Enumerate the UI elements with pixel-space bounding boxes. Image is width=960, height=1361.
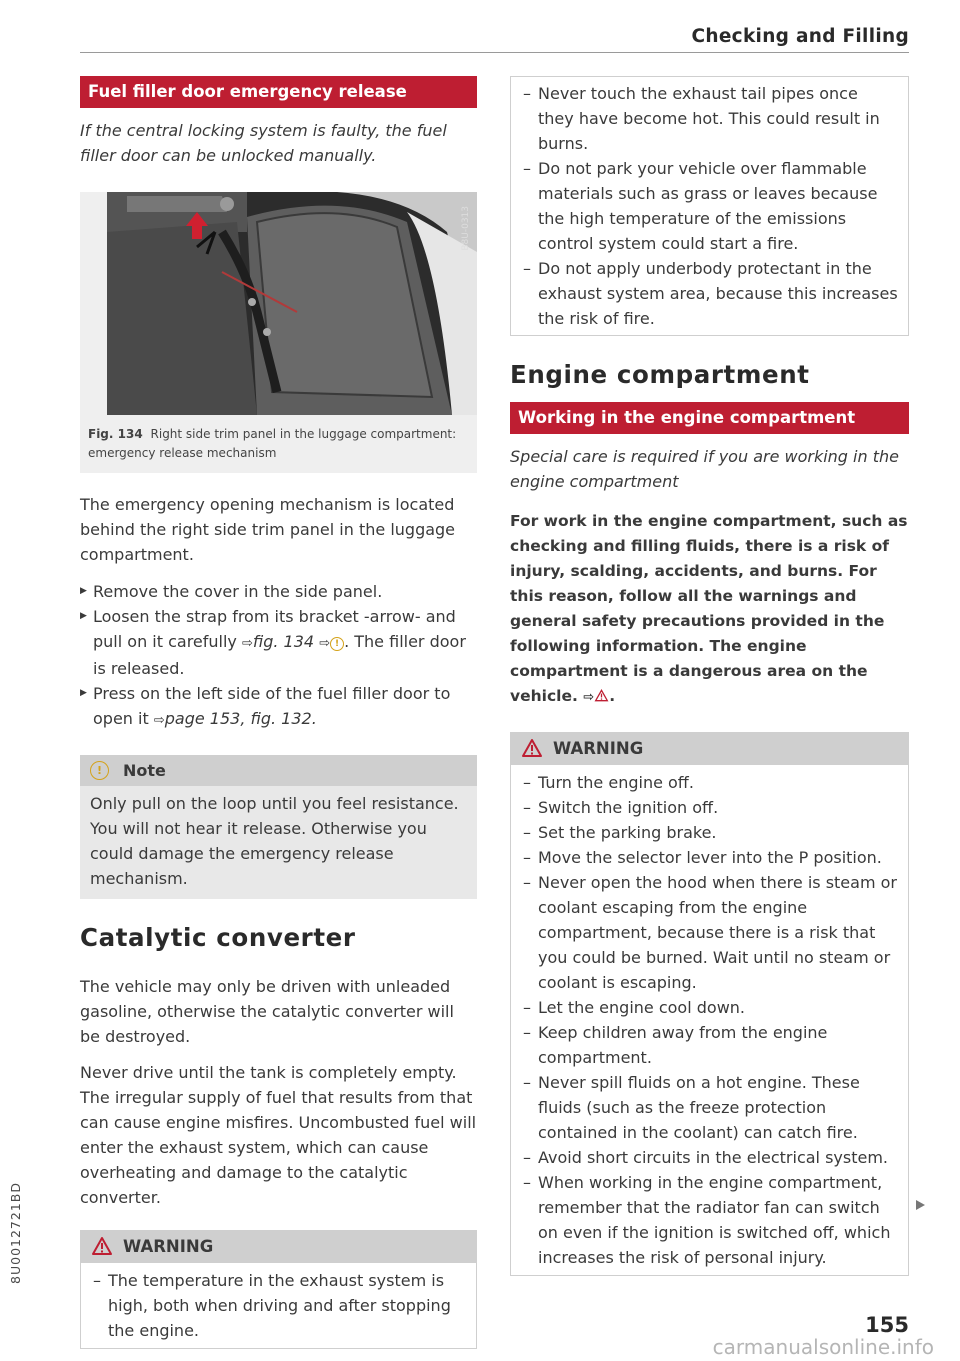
fuel-release-intro: If the central locking system is faulty, the fuel filler door can be unlocked manually. xyxy=(80,121,447,165)
xref-arrow-icon: ⇨ xyxy=(241,636,253,651)
figure-image xyxy=(107,192,477,415)
caption-text: Right side trim panel in the luggage compartment: emergency release mechanism xyxy=(88,427,457,460)
warning-item: – Never touch the exhaust tail pipes once they have become hot. This could result in burns. xyxy=(523,81,898,156)
catalytic-p2: Never drive until the tank is completely empty. The irregular supply of fuel that results from that can cause engine misfires. Uncombusted fuel will enter the exhaust system, which can cause overheating and damage to the catalytic converter. xyxy=(80,1063,477,1207)
step-item xyxy=(80,604,477,681)
step-text: Press on the left side of the fuel filler door to open it xyxy=(93,684,451,728)
warning-item: – The temperature in the exhaust system is high, both when driving and after stopping the engine. xyxy=(93,1268,466,1343)
left-column xyxy=(80,76,477,1349)
warning-item: – When working in the engine compartment, remember that the radiator fan can switch on even if the ignition is switched off, which increases the risk of personal injury. xyxy=(523,1170,898,1270)
catalytic-warning-box xyxy=(80,1230,477,1349)
warning-ref-icon[interactable] xyxy=(594,689,609,702)
warning-item: – Never open the hood when there is steam or coolant escaping from the engine compartment, because there is a risk that you could be burned. Wait until no steam or coolant is escaping. xyxy=(523,870,898,995)
warning-body xyxy=(511,765,908,1275)
warning-header xyxy=(511,733,908,765)
header-rule xyxy=(80,52,909,53)
figure-134 xyxy=(80,192,477,473)
note-ref-icon[interactable]: ! xyxy=(330,637,344,651)
catalytic-p1: The vehicle may only be driven with unleaded gasoline, otherwise the catalytic converter will be destroyed. xyxy=(80,977,454,1046)
figure-code: B8U-0313 xyxy=(461,206,471,251)
warning-body xyxy=(81,1263,476,1348)
caption-label: Fig. 134 xyxy=(88,427,143,441)
warning-item: – Turn the engine off. xyxy=(523,770,898,795)
warning-item: – Let the engine cool down. xyxy=(523,995,898,1020)
xref-arrow-icon: ⇨ xyxy=(319,636,331,651)
continue-arrow-icon xyxy=(916,1200,925,1210)
page-number: 155 xyxy=(865,1313,909,1337)
warning-item: – Move the selector lever into the P position. xyxy=(523,845,898,870)
warning-item: – Set the parking brake. xyxy=(523,820,898,845)
fuel-release-steps xyxy=(80,579,477,733)
warning-list xyxy=(523,81,898,331)
warning-list xyxy=(93,1268,466,1343)
warning-item: – Do not apply underbody protectant in the exhaust system area, because this increases the risk of fire. xyxy=(523,256,898,331)
warning-item: – Never spill fluids on a hot engine. These fluids (such as the freeze protection contained in the coolant) can catch fire. xyxy=(523,1070,898,1145)
step-item xyxy=(80,681,477,733)
step-text: Loosen the strap from its bracket -arrow- and pull on it carefully xyxy=(93,607,456,651)
warning-item: – Do not park your vehicle over flammable materials such as grass or leaves because the high temperature of the emissions control system could start a fire. xyxy=(523,156,898,256)
note-header xyxy=(80,755,477,786)
catalytic-heading: Catalytic converter xyxy=(80,923,356,952)
warning-body xyxy=(511,77,908,335)
engine-intro: Special care is required if you are working in the engine compartment xyxy=(510,447,899,491)
engine-warning-box xyxy=(510,732,909,1276)
figure-xref[interactable]: fig. 134 xyxy=(252,632,315,651)
catalytic-warning-continued xyxy=(510,76,909,336)
warning-triangle-icon xyxy=(521,738,543,758)
note-box xyxy=(80,755,477,899)
warning-item: – Switch the ignition off. xyxy=(523,795,898,820)
xref-arrow-icon: ⇨ xyxy=(153,713,165,728)
page-xref[interactable]: page 153, fig. 132. xyxy=(164,709,317,728)
step-text: . The filler door is released. xyxy=(93,632,466,678)
note-title: Note xyxy=(123,761,166,780)
document-code: 8U0012721BD xyxy=(8,1182,23,1284)
warning-item: – Avoid short circuits in the electrical system. xyxy=(523,1145,898,1170)
figure-caption xyxy=(80,415,477,473)
warning-list xyxy=(523,770,898,1270)
engine-heading: Engine compartment xyxy=(510,360,810,389)
running-head: Checking and Filling xyxy=(691,26,909,47)
note-text: Only pull on the loop until you feel resistance. You will not hear it release. Otherwise you could damage the emergency release mechanism. xyxy=(90,794,459,888)
warning-title: WARNING xyxy=(553,738,644,758)
note-info-icon: ! xyxy=(90,761,109,780)
warning-triangle-icon xyxy=(91,1236,113,1256)
trim-panel-illustration xyxy=(107,192,477,415)
xref-arrow-icon: ⇨ xyxy=(583,690,595,705)
engine-safety-text: For work in the engine compartment, such as checking and filling fluids, there is a risk of injury, scalding, accidents, and burns. For this reason, follow all the warnings and general safety precautions provided in the following information. The engine compartment is a dangerous area on the vehicle. xyxy=(510,512,908,705)
step-text: Remove the cover in the side panel. xyxy=(93,582,383,601)
warning-header xyxy=(81,1231,476,1263)
engine-subheading: Working in the engine compartment xyxy=(510,402,909,434)
watermark: carmanualsonline.info xyxy=(712,1335,934,1359)
fuel-release-body: The emergency opening mechanism is located behind the right side trim panel in the luggage compartment. xyxy=(80,495,456,564)
fuel-release-heading: Fuel filler door emergency release xyxy=(80,76,477,108)
right-column xyxy=(510,76,909,1276)
engine-safety-para: For work in the engine compartment, such as checking and filling fluids, there is a risk of injury, scalding, accidents, and burns. For this reason, follow all the warnings and general safety precautions provided in the following information. The engine compartment is a dangerous area on the vehicle. ⇨ . xyxy=(510,512,908,705)
step-item xyxy=(80,579,477,604)
warning-title: WARNING xyxy=(123,1236,214,1256)
warning-item: – Keep children away from the engine compartment. xyxy=(523,1020,898,1070)
